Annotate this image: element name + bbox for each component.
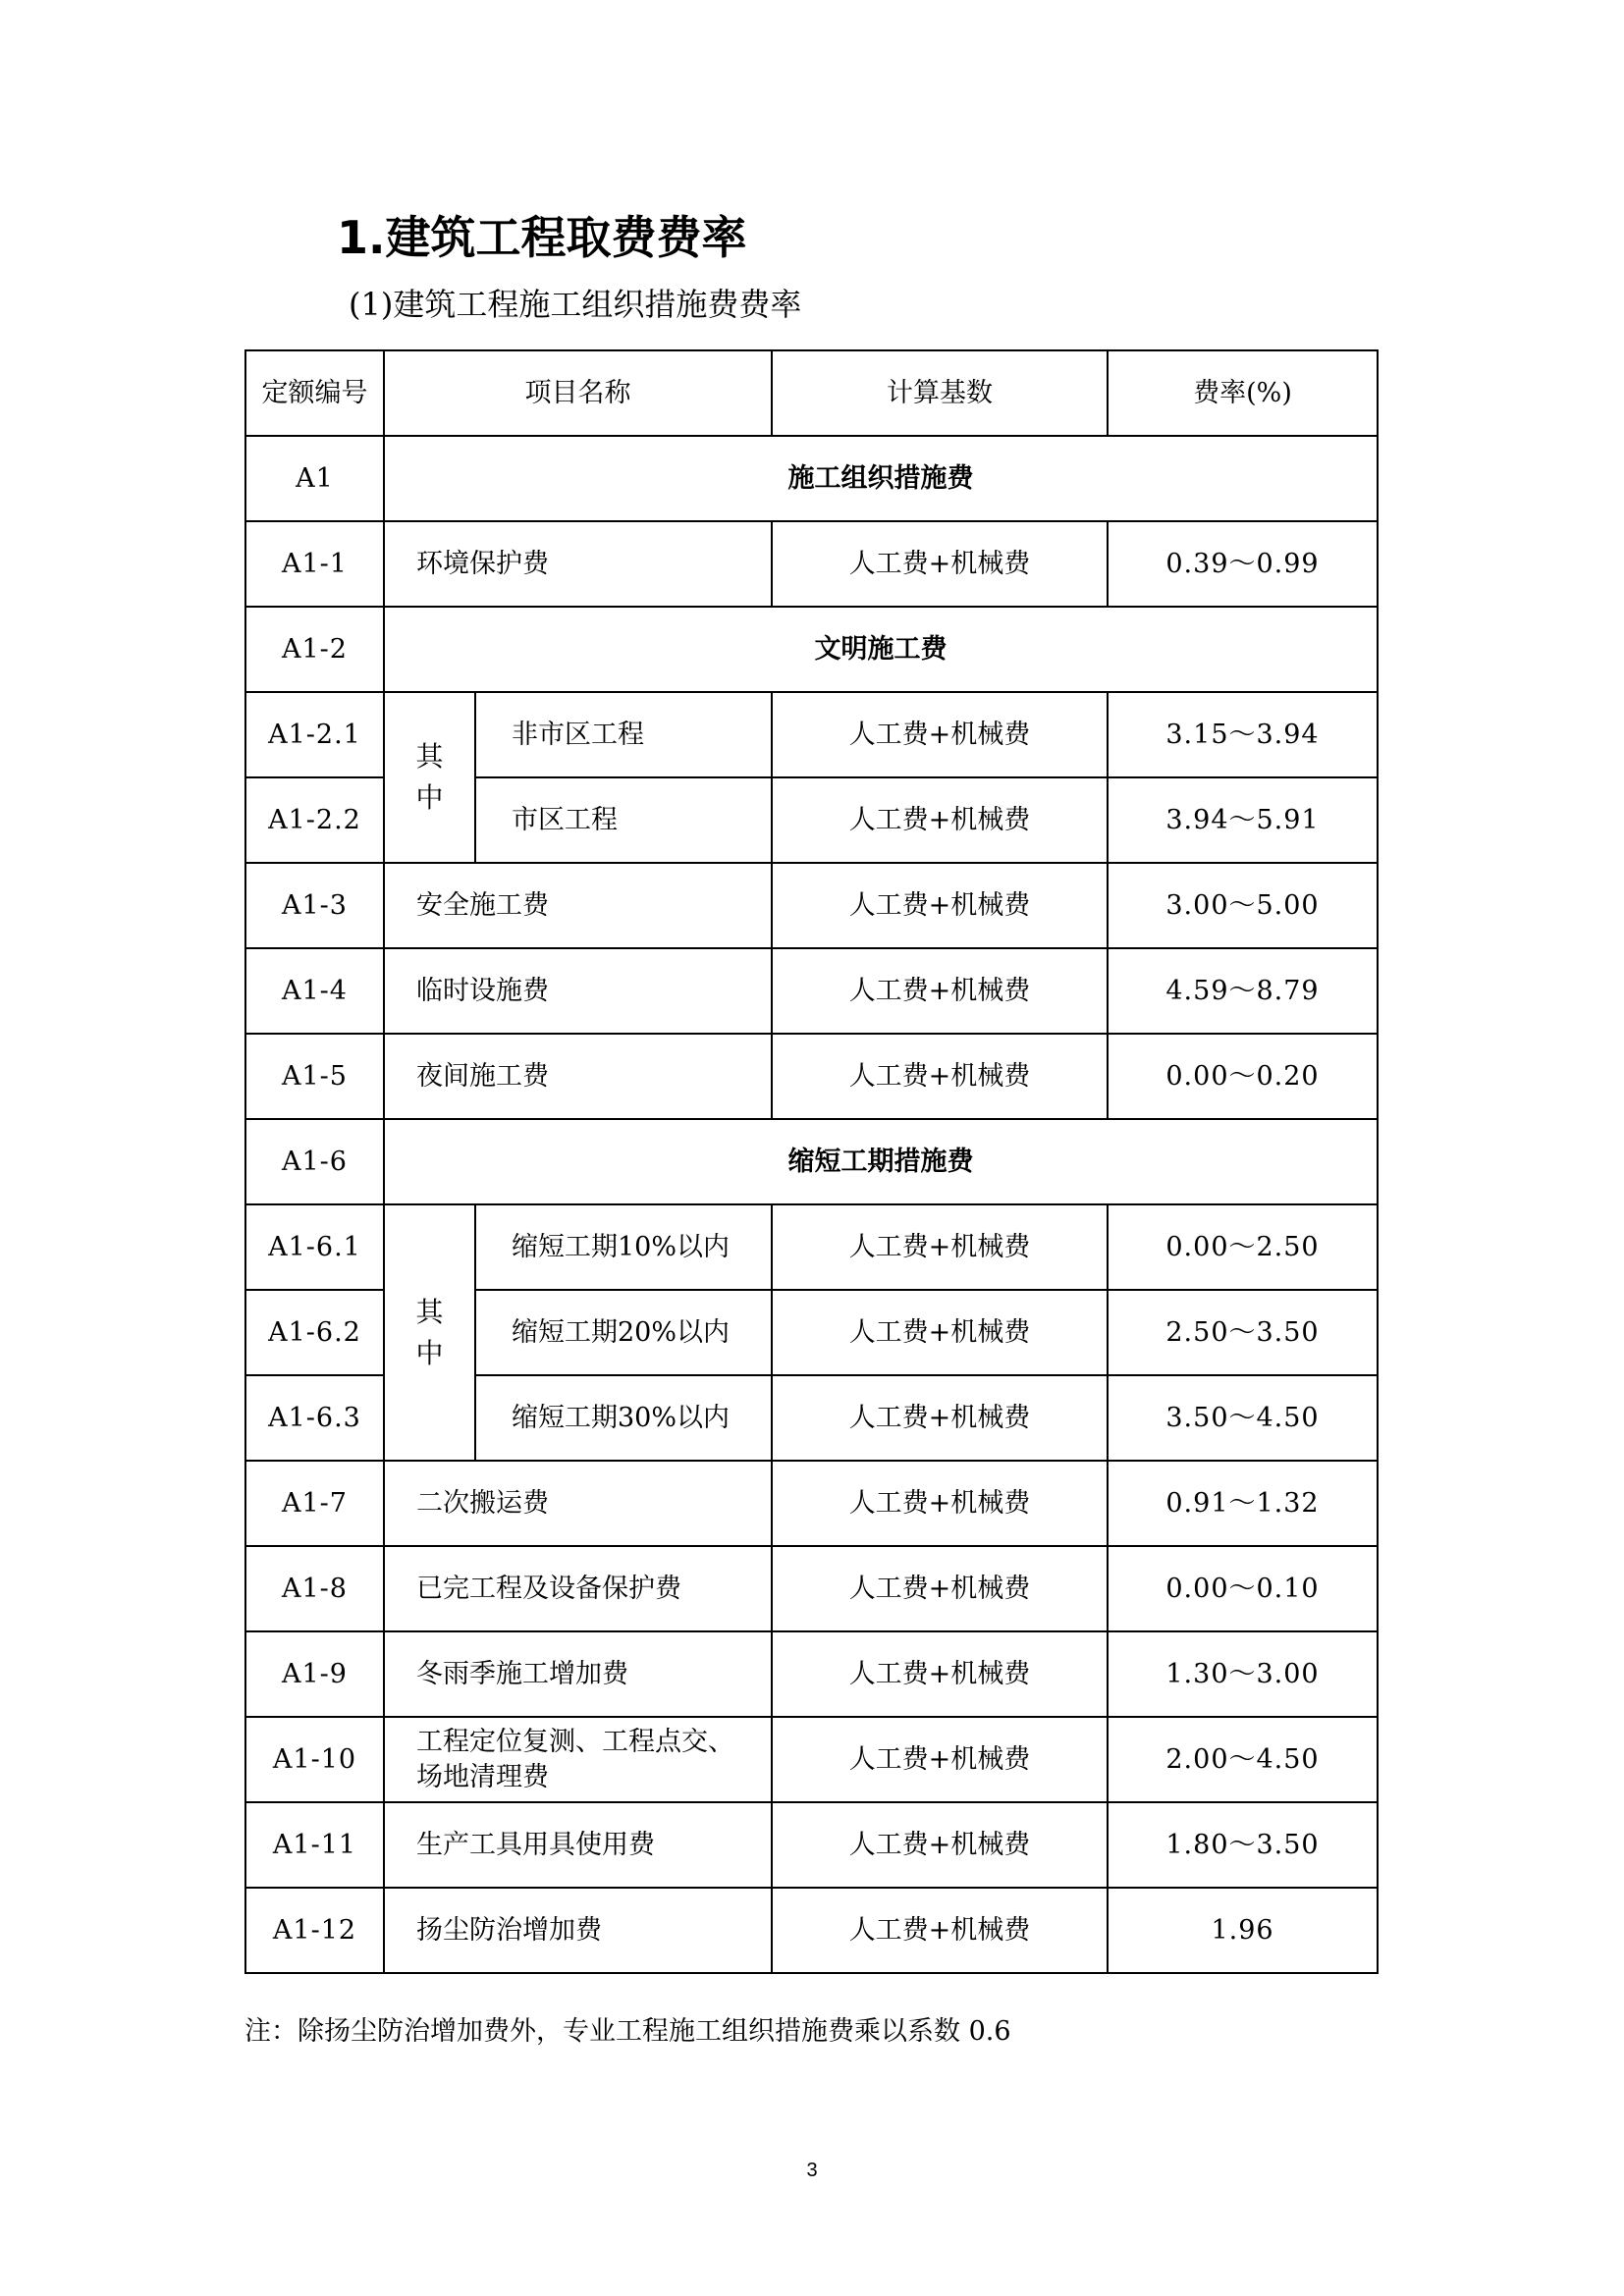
cell-rate: 1.30～3.00: [1108, 1631, 1378, 1717]
cell-item-name: 夜间施工费: [384, 1034, 772, 1119]
cell-rate: 1.80～3.50: [1108, 1802, 1378, 1888]
cell-code: A1-4: [245, 948, 384, 1034]
table-group-row: [245, 436, 1378, 521]
cell-code: A1-6.3: [245, 1375, 384, 1461]
cell-qizhong: 其 中: [384, 692, 475, 863]
cell-rate: 1.96: [1108, 1888, 1378, 1973]
cell-calc-base: 人工费+机械费: [772, 1204, 1108, 1290]
cell-code: A1-3: [245, 863, 384, 948]
table-group-row: [245, 607, 1378, 692]
fee-rate-table: [244, 349, 1379, 1974]
cell-group-title: 文明施工费: [384, 607, 1378, 692]
cell-item-name: 临时设施费: [384, 948, 772, 1034]
cell-item-name: 二次搬运费: [384, 1461, 772, 1546]
cell-calc-base: 人工费+机械费: [772, 1034, 1108, 1119]
cell-code: A1-8: [245, 1546, 384, 1631]
table-row: [245, 1546, 1378, 1631]
table-row: [245, 948, 1378, 1034]
cell-rate: 2.00～4.50: [1108, 1717, 1378, 1802]
cell-item-name: 缩短工期30%以内: [475, 1375, 772, 1461]
cell-calc-base: 人工费+机械费: [772, 1631, 1108, 1717]
cell-calc-base: 人工费+机械费: [772, 1375, 1108, 1461]
table-row: [245, 521, 1378, 607]
table-header-row: [245, 350, 1378, 436]
cell-code: A1-5: [245, 1034, 384, 1119]
table-row: [245, 1034, 1378, 1119]
cell-code: A1-6: [245, 1119, 384, 1204]
cell-rate: 0.39～0.99: [1108, 521, 1378, 607]
cell-calc-base: 人工费+机械费: [772, 863, 1108, 948]
cell-calc-base: 人工费+机械费: [772, 1290, 1108, 1375]
table-note: 注：除扬尘防治增加费外，专业工程施工组织措施费乘以系数 0.6: [244, 2016, 1011, 2047]
cell-code: A1-6.2: [245, 1290, 384, 1375]
cell-item-name: 缩短工期10%以内: [475, 1204, 772, 1290]
cell-calc-base: 人工费+机械费: [772, 1802, 1108, 1888]
cell-rate: 3.15～3.94: [1108, 692, 1378, 777]
cell-item-name: 生产工具用具使用费: [384, 1802, 772, 1888]
table-group-row: [245, 1119, 1378, 1204]
cell-item-name: 非市区工程: [475, 692, 772, 777]
cell-item-name: 环境保护费: [384, 521, 772, 607]
cell-item-name: 工程定位复测、工程点交、 场地清理费: [384, 1717, 772, 1802]
cell-group-title: 施工组织措施费: [384, 436, 1378, 521]
table-row: [245, 1631, 1378, 1717]
table-row: [245, 1888, 1378, 1973]
cell-rate: 0.91～1.32: [1108, 1461, 1378, 1546]
cell-calc-base: 人工费+机械费: [772, 1546, 1108, 1631]
cell-rate: 3.94～5.91: [1108, 777, 1378, 863]
table-row: [245, 1717, 1378, 1802]
cell-calc-base: 人工费+机械费: [772, 692, 1108, 777]
cell-calc-base: 人工费+机械费: [772, 521, 1108, 607]
cell-code: A1-10: [245, 1717, 384, 1802]
section-title: 1.建筑工程取费费率: [337, 211, 747, 264]
cell-code: A1-2: [245, 607, 384, 692]
cell-code: A1: [245, 436, 384, 521]
cell-calc-base: 人工费+机械费: [772, 1717, 1108, 1802]
cell-qizhong: 其 中: [384, 1204, 475, 1461]
cell-calc-base: 人工费+机械费: [772, 1461, 1108, 1546]
cell-calc-base: 人工费+机械费: [772, 948, 1108, 1034]
header-rate: 费率(%): [1108, 350, 1378, 436]
cell-code: A1-2.1: [245, 692, 384, 777]
table-row: [245, 1461, 1378, 1546]
cell-code: A1-2.2: [245, 777, 384, 863]
cell-rate: 0.00～0.20: [1108, 1034, 1378, 1119]
cell-item-name: 已完工程及设备保护费: [384, 1546, 772, 1631]
cell-rate: 3.50～4.50: [1108, 1375, 1378, 1461]
cell-item-name: 缩短工期20%以内: [475, 1290, 772, 1375]
cell-code: A1-12: [245, 1888, 384, 1973]
cell-item-name: 安全施工费: [384, 863, 772, 948]
table-row: [245, 1802, 1378, 1888]
cell-code: A1-1: [245, 521, 384, 607]
cell-item-name: 冬雨季施工增加费: [384, 1631, 772, 1717]
cell-rate: 2.50～3.50: [1108, 1290, 1378, 1375]
cell-rate: 3.00～5.00: [1108, 863, 1378, 948]
cell-code: A1-7: [245, 1461, 384, 1546]
header-base: 计算基数: [772, 350, 1108, 436]
table-row: [245, 863, 1378, 948]
cell-group-title: 缩短工期措施费: [384, 1119, 1378, 1204]
table-row: [245, 692, 1378, 777]
cell-code: A1-11: [245, 1802, 384, 1888]
table-row: [245, 1204, 1378, 1290]
table-caption: (1)建筑工程施工组织措施费费率: [349, 286, 802, 323]
cell-calc-base: 人工费+机械费: [772, 777, 1108, 863]
header-code: 定额编号: [245, 350, 384, 436]
cell-code: A1-9: [245, 1631, 384, 1717]
header-name: 项目名称: [384, 350, 772, 436]
cell-calc-base: 人工费+机械费: [772, 1888, 1108, 1973]
cell-rate: 4.59～8.79: [1108, 948, 1378, 1034]
page-number: 3: [806, 2160, 818, 2181]
cell-item-name: 扬尘防治增加费: [384, 1888, 772, 1973]
cell-rate: 0.00～0.10: [1108, 1546, 1378, 1631]
cell-code: A1-6.1: [245, 1204, 384, 1290]
cell-rate: 0.00～2.50: [1108, 1204, 1378, 1290]
cell-item-name: 市区工程: [475, 777, 772, 863]
